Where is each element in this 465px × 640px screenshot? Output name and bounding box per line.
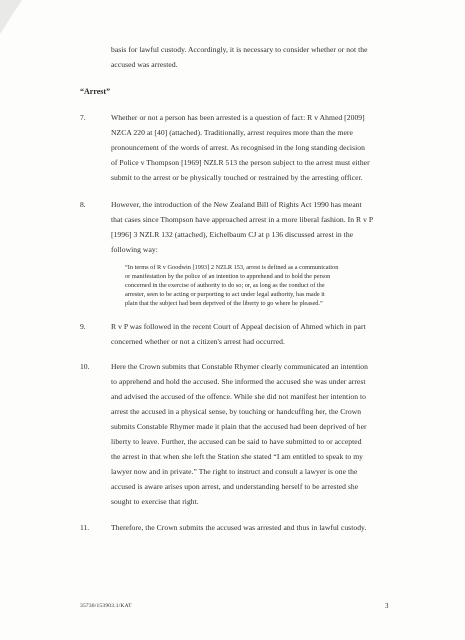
quote-line: arrester, seen to be acting or purporting to act under legal authority, has made it <box>125 291 325 298</box>
quote-line: plain that the subject had been deprived of the liberty to go where he pleased.” <box>125 300 323 307</box>
paragraph-line: Here the Crown submits that Constable Rhymer clearly communicated an intention <box>111 362 368 371</box>
paragraph-number: 11. <box>80 523 90 532</box>
paragraph-line: accused is aware arises upon arrest, and understanding herself to be arrested she <box>111 482 359 491</box>
paragraph-line: concerned whether or not a citizen's arrest had occurred. <box>111 337 285 346</box>
paragraph-line: R v P was followed in the recent Court of Appeal decision of Ahmed which in part <box>111 322 366 331</box>
paragraph-number: 10. <box>80 362 90 371</box>
paragraph-line: NZCA 220 at [40] (attached). Traditionally, arrest requires more than the mere <box>111 128 353 137</box>
paragraph-line: However, the introduction of the New Zealand Bill of Rights Act 1990 has meant <box>111 200 362 209</box>
paragraph-line: the arrest in that when she left the Station she stated “I am entitled to speak to my <box>111 452 364 461</box>
paragraph-line: liberty to leave. Further, the accused can be said to have submitted to or accepted <box>111 437 362 446</box>
paragraph-line: to apprehend and hold the accused. She informed the accused she was under arrest <box>111 377 366 386</box>
paragraph-line: submits Constable Rhymer made it plain that the accused had been deprived of her <box>111 422 367 431</box>
paragraph-line: Therefore, the Crown submits the accused was arrested and thus in lawful custody. <box>111 523 367 532</box>
paragraph-line: [1996] 3 NZLR 132 (attached), Eichelbaum CJ at p 136 discussed arrest in the <box>111 230 354 239</box>
paragraph-number: 9. <box>80 322 86 331</box>
paragraph-line: that cases since Thompson have approached arrest in a more liberal fashion. In R v P <box>111 215 374 224</box>
paragraph-line: of Police v Thompson [1969] NZLR 513 the person subject to the arrest must either <box>111 158 370 167</box>
section-heading: “Arrest” <box>80 87 111 96</box>
top-line-2: accused was arrested. <box>111 60 178 69</box>
paragraph-line: and advised the accused of the offence. While she did not manifest her intention to <box>111 392 367 401</box>
folded-corner <box>0 0 22 34</box>
paragraph-number: 8. <box>80 200 86 209</box>
paragraph-number: 7. <box>80 113 86 122</box>
paragraph-line: sought to exercise that right. <box>111 497 199 506</box>
document-reference: 35730/153903.1/KAT <box>80 603 132 609</box>
paragraph-line: lawyer now and in private.” The right to instruct and consult a lawyer is one the <box>111 467 358 476</box>
paragraph-line: following way: <box>111 245 158 254</box>
paragraph-line: pronouncement of the words of arrest. As recognised in the long standing decision <box>111 143 365 152</box>
paragraph-line: Whether or not a person has been arrested is a question of fact: R v Ahmed [2009] <box>111 113 365 122</box>
quote-line: or manifestation by the police of an intention to apprehend and to hold the person <box>125 273 331 280</box>
top-line-1: basis for lawful custody. Accordingly, it is necessary to consider whether or not the <box>111 45 368 54</box>
quote-line: concerned in the exercise of authority to do so; or, as long as the conduct of the <box>125 282 325 289</box>
page-number: 3 <box>385 602 389 610</box>
paragraph-line: arrest the accused in a physical sense, by touching or handcuffing her, the Crown <box>111 407 362 416</box>
paragraph-line: submit to the arrest or be physically touched or restrained by the arresting officer. <box>111 173 363 182</box>
quote-line: “In terms of R v Goodwin [1993] 2 NZLR 153, arrest is defined as a communication <box>125 264 339 271</box>
